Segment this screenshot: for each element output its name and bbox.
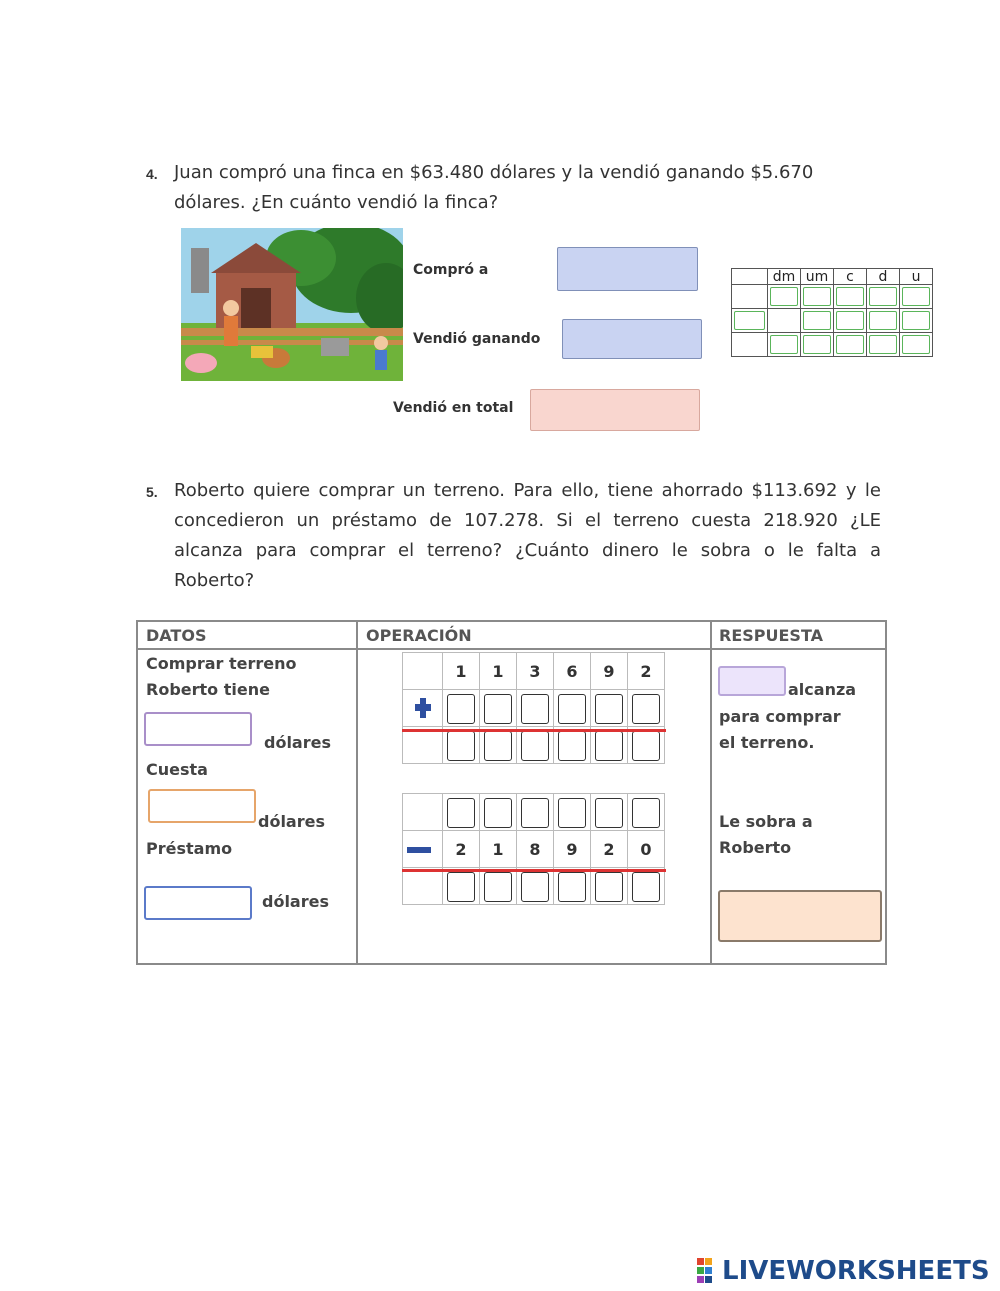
- question-4-line-1: Juan compró una finca en $63.480 dólares y la vendió ganando $5.670: [174, 162, 814, 183]
- vendio-ganando-input[interactable]: [562, 319, 702, 359]
- place-cell-empty: [768, 309, 801, 333]
- place-cell: [732, 309, 768, 333]
- addend2-input-4[interactable]: [558, 694, 586, 724]
- place-input-r1-dm[interactable]: [770, 287, 798, 306]
- place-cell: [801, 285, 834, 309]
- place-cell: [834, 309, 867, 333]
- subtrahend-digit: 2: [443, 831, 480, 868]
- place-cell: [900, 333, 933, 357]
- grid-cell: [554, 690, 591, 727]
- difference-input-5[interactable]: [595, 872, 623, 902]
- place-header-um: um: [801, 269, 834, 285]
- place-row-3-sign: [732, 333, 768, 357]
- grid-cell: [443, 868, 480, 905]
- grid-cell: [628, 727, 665, 764]
- place-cell: [834, 285, 867, 309]
- question-5-line-3: alcanza para comprar el terreno? ¿Cuánto dinero le sobra o le falta a: [174, 540, 881, 561]
- column-divider-2: [710, 622, 712, 963]
- grid-cell: [443, 727, 480, 764]
- place-header-d: d: [867, 269, 900, 285]
- place-input-r1-um[interactable]: [803, 287, 831, 306]
- minuend-input-4[interactable]: [558, 798, 586, 828]
- datos-cuesta: Cuesta: [146, 760, 208, 779]
- place-input-r2-d[interactable]: [869, 311, 897, 330]
- respuesta-roberto: Roberto: [719, 838, 792, 857]
- place-cell: [867, 285, 900, 309]
- grid-cell: [403, 794, 443, 831]
- dolares-label-3: dólares: [262, 892, 329, 911]
- roberto-tiene-input[interactable]: [144, 712, 252, 746]
- subtraction-result-line: [402, 869, 666, 872]
- respuesta-alcanza: alcanza: [788, 680, 857, 699]
- grid-cell: [403, 831, 443, 868]
- grid-cell: [554, 794, 591, 831]
- grid-cell: [591, 690, 628, 727]
- place-cell: [834, 333, 867, 357]
- place-cell: [900, 309, 933, 333]
- header-datos: DATOS: [146, 626, 207, 645]
- alcanza-input[interactable]: [718, 666, 786, 696]
- subtrahend-digit: 8: [517, 831, 554, 868]
- addend-digit: 3: [517, 653, 554, 690]
- place-cell: [900, 285, 933, 309]
- place-input-r1-d[interactable]: [869, 287, 897, 306]
- grid-cell: [403, 690, 443, 727]
- column-divider-1: [356, 622, 358, 963]
- difference-input-1[interactable]: [447, 872, 475, 902]
- place-header-c: c: [834, 269, 867, 285]
- addend-digit: 9: [591, 653, 628, 690]
- grid-cell: [517, 727, 554, 764]
- datos-prestamo: Préstamo: [146, 839, 233, 858]
- header-operacion: OPERACIÓN: [366, 626, 472, 645]
- addend2-input-2[interactable]: [484, 694, 512, 724]
- grid-cell: [591, 868, 628, 905]
- addend-digit: 6: [554, 653, 591, 690]
- grid-cell: [628, 794, 665, 831]
- place-cell: [801, 333, 834, 357]
- place-input-r3-um[interactable]: [803, 335, 831, 354]
- addend-digit: 1: [480, 653, 517, 690]
- place-header-dm: dm: [768, 269, 801, 285]
- grid-cell: [403, 868, 443, 905]
- farm-illustration: [181, 228, 403, 381]
- liveworksheets-brand: LIVEWORKSHEETS: [722, 1256, 990, 1286]
- place-input-r3-d[interactable]: [869, 335, 897, 354]
- place-input-r1-u[interactable]: [902, 287, 930, 306]
- vendio-en-total-input[interactable]: [530, 389, 700, 431]
- question-5-line-2: concedieron un préstamo de 107.278. Si el terreno cuesta 218.920 ¿LE: [174, 510, 881, 531]
- grid-cell: [443, 690, 480, 727]
- label-compro-a: Compró a: [413, 262, 489, 278]
- grid-cell: [517, 794, 554, 831]
- place-cell: [867, 309, 900, 333]
- subtrahend-digit: 1: [480, 831, 517, 868]
- subtrahend-digit: 9: [554, 831, 591, 868]
- addend2-input-3[interactable]: [521, 694, 549, 724]
- grid-cell: [517, 868, 554, 905]
- addend2-input-1[interactable]: [447, 694, 475, 724]
- liveworksheets-logo-icon: [697, 1258, 721, 1284]
- grid-cell: [480, 690, 517, 727]
- place-cell: [768, 333, 801, 357]
- place-input-r2-sign[interactable]: [734, 311, 765, 330]
- place-cell: [801, 309, 834, 333]
- plus-icon: [415, 698, 431, 718]
- grid-cell: [403, 727, 443, 764]
- difference-input-2[interactable]: [484, 872, 512, 902]
- place-value-table: [731, 268, 933, 357]
- grid-cell: [443, 794, 480, 831]
- minuend-input-6[interactable]: [632, 798, 660, 828]
- sum-input-3[interactable]: [521, 731, 549, 761]
- addition-result-line: [402, 729, 666, 732]
- grid-cell: [480, 868, 517, 905]
- place-input-r3-c[interactable]: [836, 335, 864, 354]
- sum-input-6[interactable]: [632, 731, 660, 761]
- subtrahend-digit: 0: [628, 831, 665, 868]
- compro-a-input[interactable]: [557, 247, 698, 291]
- difference-input-6[interactable]: [632, 872, 660, 902]
- sum-input-4[interactable]: [558, 731, 586, 761]
- minuend-input-1[interactable]: [447, 798, 475, 828]
- sum-input-5[interactable]: [595, 731, 623, 761]
- subtrahend-digit: 2: [591, 831, 628, 868]
- grid-cell: [403, 653, 443, 690]
- grid-cell: [628, 868, 665, 905]
- addend-digit: 2: [628, 653, 665, 690]
- question-4-line-2: dólares. ¿En cuánto vendió la finca?: [174, 192, 499, 213]
- place-value-corner: [732, 269, 768, 285]
- grid-cell: [591, 727, 628, 764]
- difference-input-4[interactable]: [558, 872, 586, 902]
- dolares-label-1: dólares: [264, 733, 331, 752]
- difference-input-3[interactable]: [521, 872, 549, 902]
- sobra-input[interactable]: [718, 890, 882, 942]
- minuend-input-5[interactable]: [595, 798, 623, 828]
- grid-cell: [517, 690, 554, 727]
- question-5-line-1: Roberto quiere comprar un terreno. Para ello, tiene ahorrado $113.692 y le: [174, 480, 881, 501]
- prestamo-input[interactable]: [144, 886, 252, 920]
- addend2-input-6[interactable]: [632, 694, 660, 724]
- grid-cell: [480, 727, 517, 764]
- minuend-input-3[interactable]: [521, 798, 549, 828]
- datos-roberto-tiene: Roberto tiene: [146, 680, 270, 699]
- dolares-label-2: dólares: [258, 812, 325, 831]
- label-vendio-en-total: Vendió en total: [393, 400, 514, 416]
- grid-cell: [554, 727, 591, 764]
- question-4-text: [174, 158, 874, 218]
- addend-digit: 1: [443, 653, 480, 690]
- sum-input-2[interactable]: [484, 731, 512, 761]
- grid-cell: [480, 794, 517, 831]
- place-header-u: u: [900, 269, 933, 285]
- question-5-line-4: Roberto?: [174, 570, 255, 591]
- minus-icon: [407, 847, 431, 853]
- place-input-r2-um[interactable]: [803, 311, 831, 330]
- minuend-input-2[interactable]: [484, 798, 512, 828]
- place-cell: [768, 285, 801, 309]
- respuesta-para-comprar: para comprar: [719, 707, 841, 726]
- question-4-number: 4.: [146, 166, 158, 182]
- place-cell: [867, 333, 900, 357]
- respuesta-le-sobra: Le sobra a: [719, 812, 813, 831]
- place-input-r3-dm[interactable]: [770, 335, 798, 354]
- place-input-r3-u[interactable]: [902, 335, 930, 354]
- place-input-r1-c[interactable]: [836, 287, 864, 306]
- grid-cell: [628, 690, 665, 727]
- place-row-1-sign: [732, 285, 768, 309]
- place-input-r2-c[interactable]: [836, 311, 864, 330]
- label-vendio-ganando: Vendió ganando: [413, 331, 541, 347]
- respuesta-el-terreno: el terreno.: [719, 733, 815, 752]
- grid-cell: [554, 868, 591, 905]
- question-5-text: [174, 476, 881, 596]
- subtraction-grid: [402, 793, 665, 905]
- place-input-r2-u[interactable]: [902, 311, 930, 330]
- sum-input-1[interactable]: [447, 731, 475, 761]
- grid-cell: [591, 794, 628, 831]
- header-respuesta: RESPUESTA: [719, 626, 823, 645]
- table-header-divider: [138, 648, 885, 650]
- addition-grid: [402, 652, 665, 764]
- addend2-input-5[interactable]: [595, 694, 623, 724]
- datos-comprar-terreno: Comprar terreno: [146, 654, 297, 673]
- cuesta-input[interactable]: [148, 789, 256, 823]
- question-5-number: 5.: [146, 484, 158, 500]
